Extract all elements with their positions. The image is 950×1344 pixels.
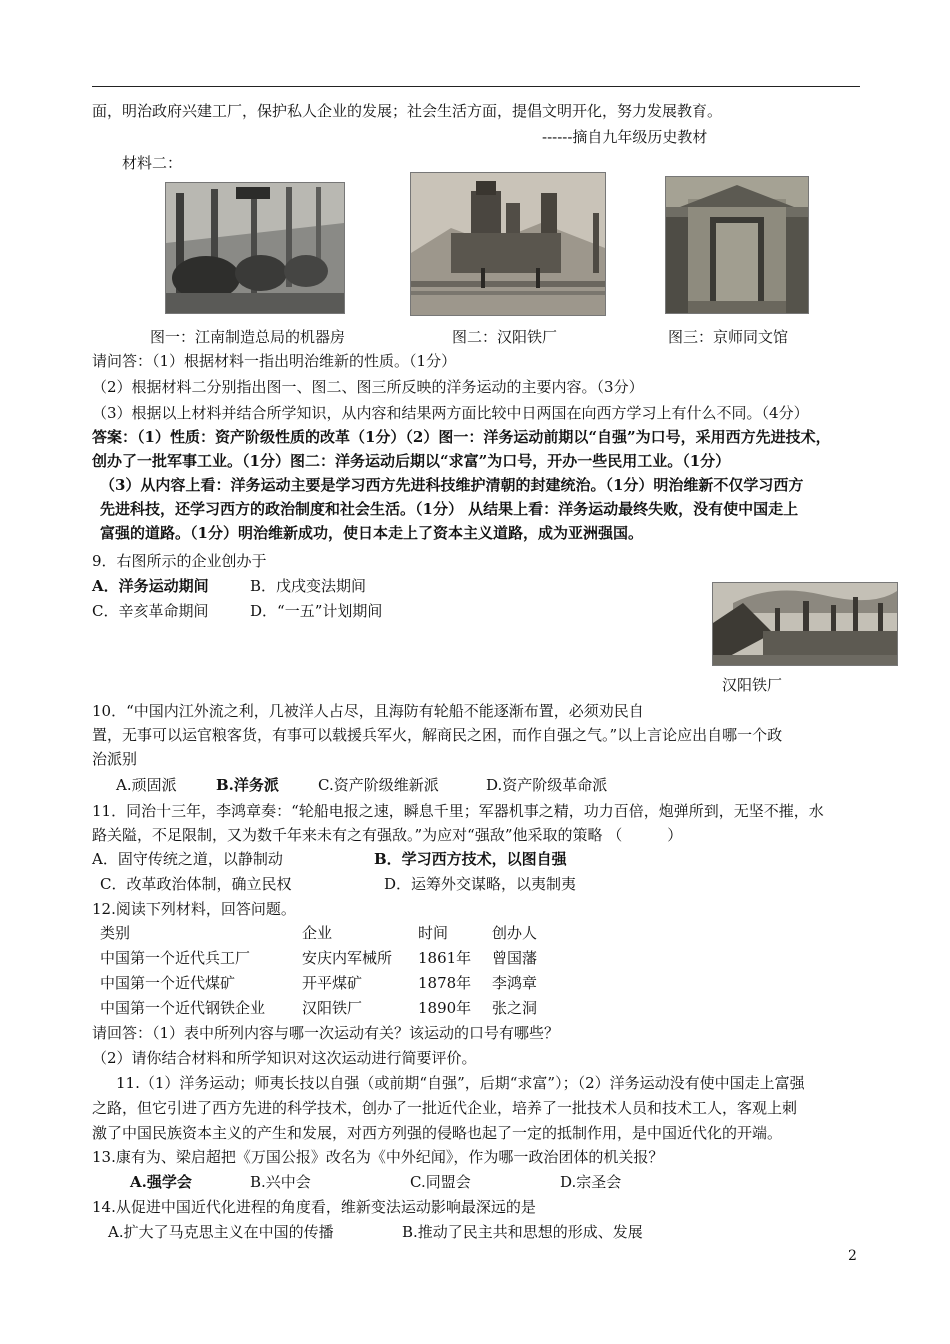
q12-question-2: （2）请你结合材料和所学知识对这次运动进行简要评价。 bbox=[92, 1049, 477, 1067]
table-header-cell: 企业 bbox=[302, 924, 333, 942]
q10-option-b: B.洋务派 bbox=[216, 776, 279, 794]
q8-answer-line: 创办了一批军事工业。（1分）图二：洋务运动后期以“求富”为口号，开办一些民用工业。（1分） bbox=[92, 452, 731, 470]
q9-option-c: C．辛亥革命期间 bbox=[92, 602, 209, 620]
table-cell: 汉阳铁厂 bbox=[302, 999, 363, 1017]
q8-answer-line: 答案：（1）性质：资产阶级性质的改革（1分）（2）图一：洋务运动前期以“自强”为口号，采用西方先进技术， bbox=[92, 428, 831, 446]
q8-question-1: 请问答：（1）根据材料一指出明治维新的性质。（1分） bbox=[92, 352, 457, 370]
table-cell: 中国第一个近代兵工厂 bbox=[100, 949, 251, 967]
q10-option-c: C.资产阶级维新派 bbox=[318, 776, 439, 794]
q10-stem-line: 置，无事可以运官粮客货，有事可以载援兵军火，解商民之困，而作自强之气。”以上言论应出自哪一个政 bbox=[92, 726, 783, 744]
figure3-caption: 图三：京师同文馆 bbox=[668, 328, 789, 346]
table-cell: 中国第一个近代钢铁企业 bbox=[100, 999, 266, 1017]
q11-option-d: D．运筹外交谋略，以夷制夷 bbox=[384, 875, 577, 893]
q8-answer-line: 先进科技，还学习西方的政治制度和社会生活。（1分） 从结果上看：洋务运动最终失败，没有使中国走上 bbox=[100, 500, 799, 518]
table-cell: 1890年 bbox=[418, 999, 472, 1017]
intro-line: 面，明治政府兴建工厂，保护私人企业的发展；社会生活方面，提倡文明开化，努力发展教育。 bbox=[92, 102, 723, 120]
q14-stem: 14.从促进中国近代化进程的角度看，维新变法运动影响最深远的是 bbox=[92, 1198, 536, 1216]
q9-option-d: D．“一五”计划期间 bbox=[250, 602, 383, 620]
q12-question-1: 请回答：（1）表中所列内容与哪一次运动有关？该运动的口号有哪些？ bbox=[92, 1024, 560, 1042]
q13-option-c: C.同盟会 bbox=[410, 1173, 471, 1191]
q11-stem-line: 路关隘，不足限制，又为数千年来未有之有强敌。”为应对“强敌”他采取的策略 （ ） bbox=[92, 826, 683, 844]
q11-option-b: B．学习西方技术，以图自强 bbox=[374, 850, 567, 868]
q9-option-a: A．洋务运动期间 bbox=[92, 577, 209, 595]
table-cell: 开平煤矿 bbox=[302, 974, 363, 992]
table-cell: 1861年 bbox=[418, 949, 472, 967]
table-cell: 1878年 bbox=[418, 974, 472, 992]
q11-stem-line: 11．同治十三年，李鸿章奏：“轮船电报之速，瞬息千里；军器机事之精，功力百倍，炮弹所到，无坚不摧，水 bbox=[92, 802, 824, 820]
table-header-cell: 时间 bbox=[418, 924, 449, 942]
q13-option-b: B.兴中会 bbox=[250, 1173, 311, 1191]
q14-option-a: A.扩大了马克思主义在中国的传播 bbox=[108, 1223, 334, 1241]
q9-photo-caption: 汉阳铁厂 bbox=[722, 676, 783, 694]
q11-option-a: A．固守传统之道，以静制动 bbox=[92, 850, 283, 868]
table-cell: 曾国藩 bbox=[492, 949, 538, 967]
q10-option-a: A.顽固派 bbox=[116, 776, 177, 794]
figure-tongwenguan-photo bbox=[665, 176, 809, 314]
q8-question-3: （3）根据以上材料并结合所学知识，从内容和结果两方面比较中日两国在向西方学习上有什么不同。（4分） bbox=[92, 404, 809, 422]
q9-stem: 9．右图所示的企业创办于 bbox=[92, 552, 267, 570]
page-number: 2 bbox=[848, 1248, 857, 1264]
table-header-cell: 类别 bbox=[100, 924, 131, 942]
q9-hanyang-photo bbox=[712, 582, 898, 666]
q12-stem: 12.阅读下列材料，回答问题。 bbox=[92, 900, 296, 918]
q8-answer-line: 富强的道路。（1分）明治维新成功，使日本走上了资本主义道路，成为亚洲强国。 bbox=[100, 524, 643, 542]
figure-machine-room-photo bbox=[165, 182, 345, 314]
q13-option-d: D.宗圣会 bbox=[560, 1173, 622, 1191]
table-cell: 安庆内军械所 bbox=[302, 949, 393, 967]
header-rule bbox=[92, 86, 860, 87]
q9-option-b: B．戊戌变法期间 bbox=[250, 577, 367, 595]
q13-stem: 13.康有为、梁启超把《万国公报》改名为《中外纪闻》，作为哪一政治团体的机关报？ bbox=[92, 1148, 664, 1166]
q11-option-c: C．改革政治体制，确立民权 bbox=[100, 875, 292, 893]
q10-stem-line: 10．“中国内江外流之利，几被洋人占尽，且海防有轮船不能逐渐布置，必须劝民自 bbox=[92, 702, 644, 720]
q13-option-a: A.强学会 bbox=[130, 1173, 192, 1191]
table-header-cell: 创办人 bbox=[492, 924, 538, 942]
source-line: ------摘自九年级历史教材 bbox=[542, 128, 708, 146]
figure1-caption: 图一：江南制造总局的机器房 bbox=[150, 328, 346, 346]
q12-answer-line: 激了中国民族资本主义的产生和发展，对西方列强的侵略也起了一定的抵制作用，是中国近代化的开端。 bbox=[92, 1124, 783, 1142]
q8-answer-line: （3）从内容上看：洋务运动主要是学习西方先进科技维护清朝的封建统治。（1分）明治维新不仅学习西方 bbox=[100, 476, 804, 494]
q10-option-d: D.资产阶级革命派 bbox=[486, 776, 608, 794]
q12-answer-line: 之路，但它引进了西方先进的科学技术，创办了一批近代企业，培养了一批技术人员和技术工人，客观上刺 bbox=[92, 1099, 798, 1117]
table-cell: 张之洞 bbox=[492, 999, 538, 1017]
q10-stem-line: 治派别 bbox=[92, 750, 138, 768]
q14-option-b: B.推动了民主共和思想的形成、发展 bbox=[402, 1223, 643, 1241]
q12-answer-line: 11.（1）洋务运动；师夷长技以自强（或前期“自强”，后期“求富”）；（2）洋务运动没有使中国走上富强 bbox=[116, 1074, 805, 1092]
q8-question-2: （2）根据材料二分别指出图一、图二、图三所反映的洋务运动的主要内容。（3分） bbox=[92, 378, 644, 396]
figure2-caption: 图二：汉阳铁厂 bbox=[452, 328, 558, 346]
table-cell: 李鸿章 bbox=[492, 974, 538, 992]
table-cell: 中国第一个近代煤矿 bbox=[100, 974, 236, 992]
material2-label: 材料二： bbox=[122, 154, 183, 172]
figure-hanyang-ironworks-photo bbox=[410, 172, 606, 316]
